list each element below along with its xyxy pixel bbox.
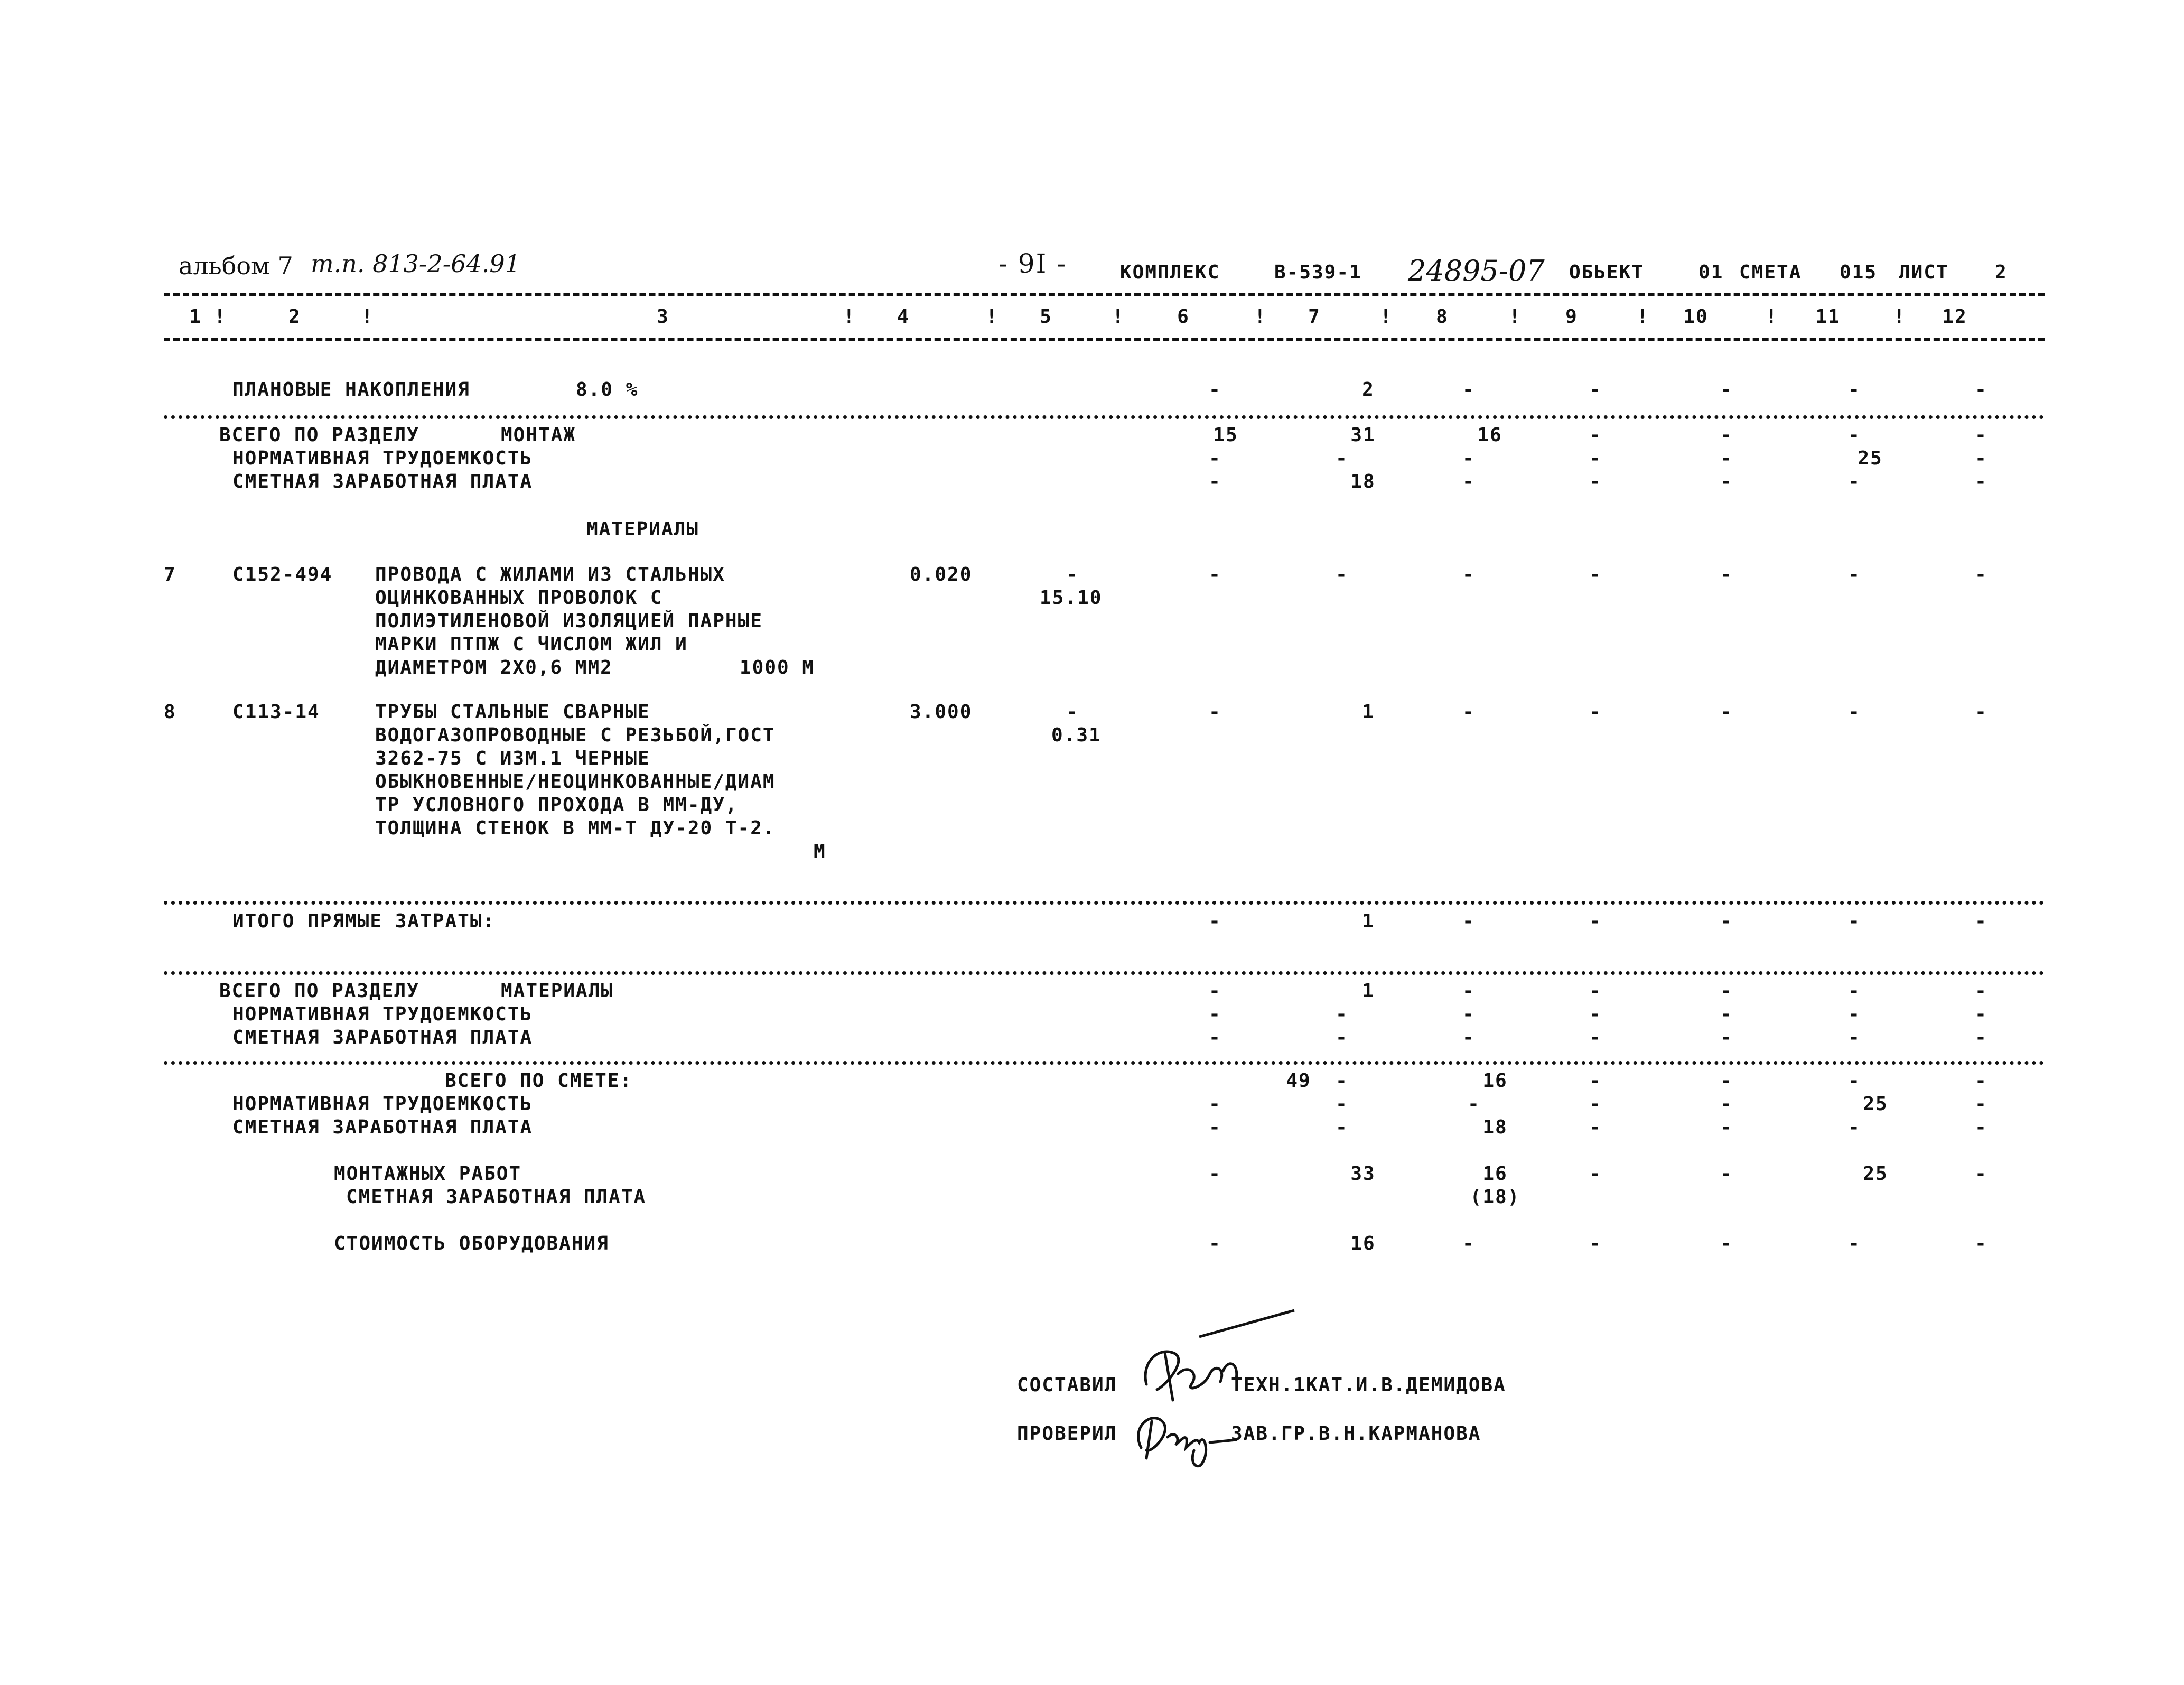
header-rule-top (164, 293, 2045, 296)
col-3: 3 (657, 306, 669, 328)
item-code: С152-494 (232, 564, 333, 585)
col-10: 10 (1683, 306, 1709, 328)
col-4: 4 (897, 306, 910, 328)
item-qty: 3.000 (910, 701, 973, 723)
item-unit: 1000 М (740, 657, 815, 678)
compiled-label: СОСТАВИЛ (1017, 1374, 1117, 1396)
col-7: 7 (1308, 306, 1321, 328)
complex-label: КОМПЛЕКС (1120, 262, 1220, 283)
handwritten-signature (1136, 1321, 1242, 1405)
item-number: 7 (164, 564, 176, 585)
checked-by: ЗАВ.ГР.В.Н.КАРМАНОВА (1231, 1423, 1481, 1445)
row-percent: 8.0 % (576, 379, 639, 401)
compiled-by: ТЕХН.1КАТ.И.В.ДЕМИДОВА (1231, 1374, 1506, 1396)
item-number: 8 (164, 701, 176, 723)
sheet-label: ЛИСТ (1899, 262, 1949, 283)
complex-code: В-539-1 (1274, 262, 1362, 283)
header-rule-bottom (164, 338, 2045, 341)
page-number: - 9I - (998, 248, 1067, 279)
col-12: 12 (1942, 306, 1967, 328)
item-price: 0.31 (1051, 724, 1102, 746)
doc-number: 24895-07 (1408, 254, 1545, 287)
item-qty: 0.020 (910, 564, 973, 585)
col-6: 6 (1177, 306, 1190, 328)
estimate-label: СМЕТА (1739, 262, 1802, 283)
row-label: ПЛАНОВЫЕ НАКОПЛЕНИЯ (232, 379, 470, 401)
estimate-number: 015 (1840, 262, 1878, 283)
col-11: 11 (1815, 306, 1841, 328)
col-5: 5 (1040, 306, 1052, 328)
object-label: ОБЬЕКТ (1569, 262, 1645, 283)
album-label: альбом 7 (179, 252, 293, 280)
dotted-rule (164, 971, 2045, 975)
col-9: 9 (1565, 306, 1578, 328)
col-8: 8 (1436, 306, 1449, 328)
item-price: 15.10 (1040, 587, 1103, 609)
sheet-number: 2 (1995, 262, 2008, 283)
tp-label: т.п. 813-2-64.91 (311, 249, 520, 278)
object-number: 01 (1698, 262, 1724, 283)
section-heading-materials: МАТЕРИАЛЫ (586, 518, 699, 540)
item-unit: М (814, 841, 826, 862)
handwritten-signature (1131, 1400, 1236, 1474)
col-2: 2 (288, 306, 301, 328)
col-1: 1 (189, 306, 202, 328)
dotted-rule (164, 901, 2045, 905)
item-code: С113-14 (232, 701, 320, 723)
checked-label: ПРОВЕРИЛ (1017, 1423, 1117, 1445)
dotted-rule (164, 1061, 2045, 1065)
dotted-rule (164, 415, 2045, 419)
